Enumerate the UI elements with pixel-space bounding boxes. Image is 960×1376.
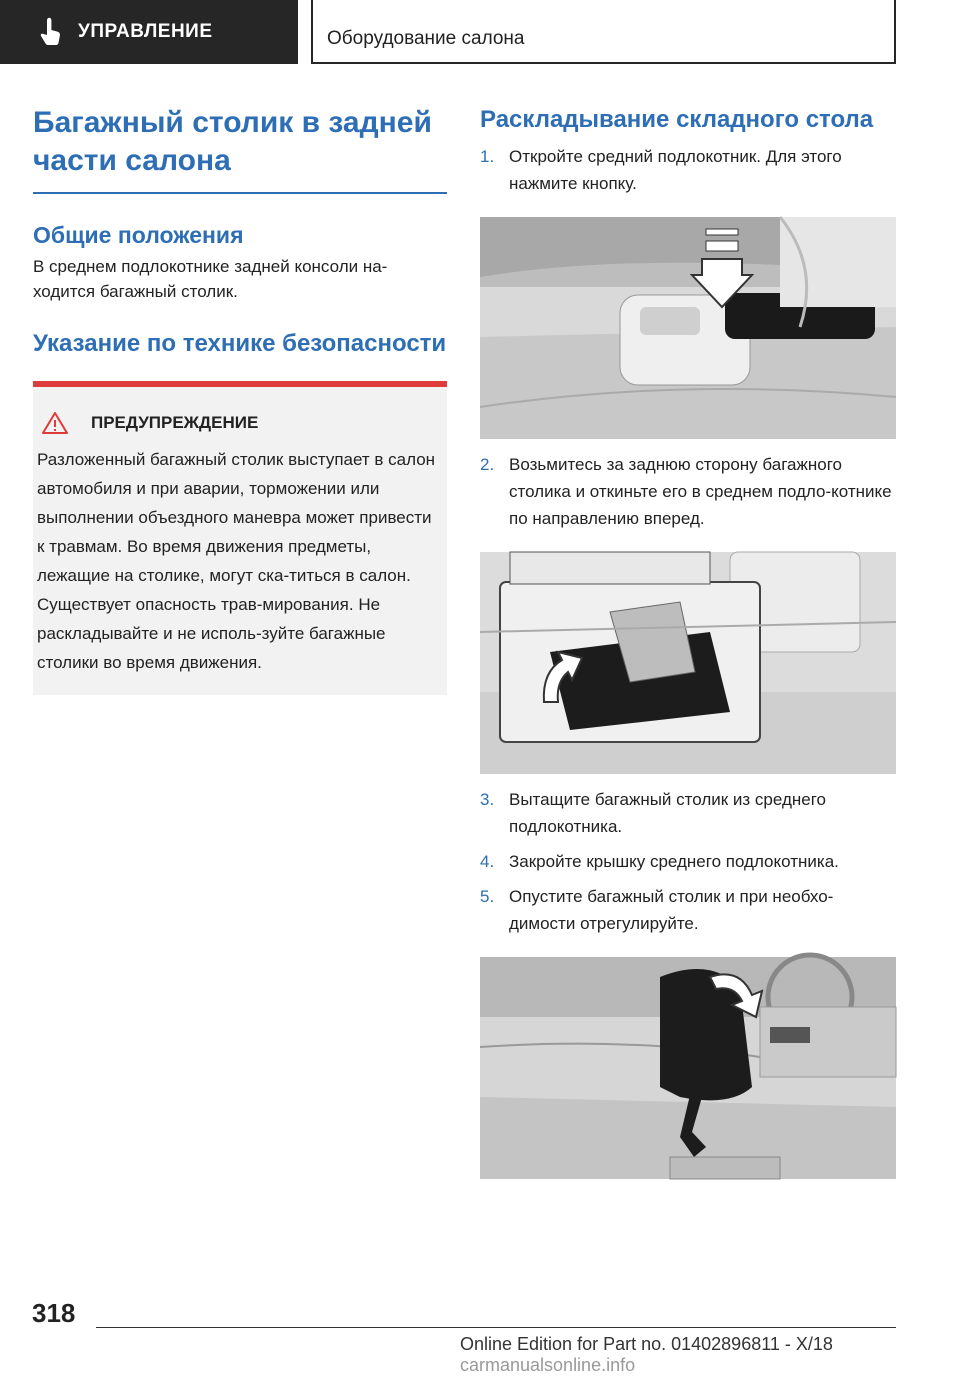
fold-table-illustration: [480, 552, 896, 774]
chapter-title: Оборудование салона: [311, 0, 896, 64]
step-1: [480, 143, 892, 197]
figure-armrest-button: [480, 217, 896, 439]
step-text: Вытащите багажный столик из среднего подлокотника.: [509, 790, 826, 836]
figure-table-adjust: [480, 957, 896, 1179]
footer-edition: [460, 1334, 960, 1376]
page-number: 318: [32, 1298, 76, 1328]
warning-box: [33, 381, 447, 695]
section-tab: [0, 0, 298, 64]
title-divider: [33, 192, 447, 194]
step-4: [480, 848, 892, 875]
step-text: Закройте крышку среднего подлокотника.: [509, 852, 839, 871]
general-heading: Общие положения: [33, 222, 244, 248]
warning-title: ПРЕДУПРЕЖДЕНИЕ: [91, 413, 259, 432]
warning-text: Разложенный багажный столик выступает в салон автомобиля и при аварии, торможении или выполнении объездного маневра может привести к травмам. Во время движения предметы, лежащие на столике, могут ска-титься в салон. Существует опасность трав-мирования. Не раскладывайте и не исполь-зуйте багажные столики во время движения.: [37, 450, 436, 672]
footer-divider: [96, 1327, 896, 1328]
step-5: [480, 883, 892, 937]
table-adjust-illustration: [480, 957, 896, 1179]
general-text: В среднем подлокотнике задней консоли на-ходится багажный столик.: [33, 257, 388, 301]
touch-hand-icon: [36, 17, 66, 47]
step-3: [480, 786, 892, 840]
step-number: 2.: [480, 455, 495, 474]
left-column: [33, 104, 447, 695]
section-label: УПРАВЛЕНИЕ: [78, 21, 213, 42]
step-number: 5.: [480, 887, 495, 906]
step-number: 4.: [480, 852, 495, 871]
armrest-illustration: [480, 217, 896, 439]
brand-watermark: carmanualsonline.info: [460, 1355, 636, 1375]
step-text: Опустите багажный столик и при необхо-димости отрегулируйте.: [509, 887, 834, 933]
edition-text: Online Edition for Part no. 01402896811 - X/18: [460, 1334, 833, 1354]
step-text: Возьмитесь за заднюю сторону багажного столика и откиньте его в среднем подло-котнике по направлению вперед.: [509, 455, 892, 528]
right-column: [480, 104, 892, 1179]
page-title: Багажный столик в задней части салона: [33, 106, 432, 177]
fold-table-heading: Раскладывание складного стола: [480, 106, 874, 133]
warning-triangle-icon: [41, 411, 69, 435]
figure-fold-table: [480, 552, 896, 774]
step-number: 3.: [480, 790, 495, 809]
step-2: [480, 451, 892, 532]
step-number: 1.: [480, 147, 495, 166]
safety-heading: Указание по технике безопасности: [33, 330, 447, 357]
step-text: Откройте средний подлокотник. Для этого нажмите кнопку.: [509, 147, 842, 193]
